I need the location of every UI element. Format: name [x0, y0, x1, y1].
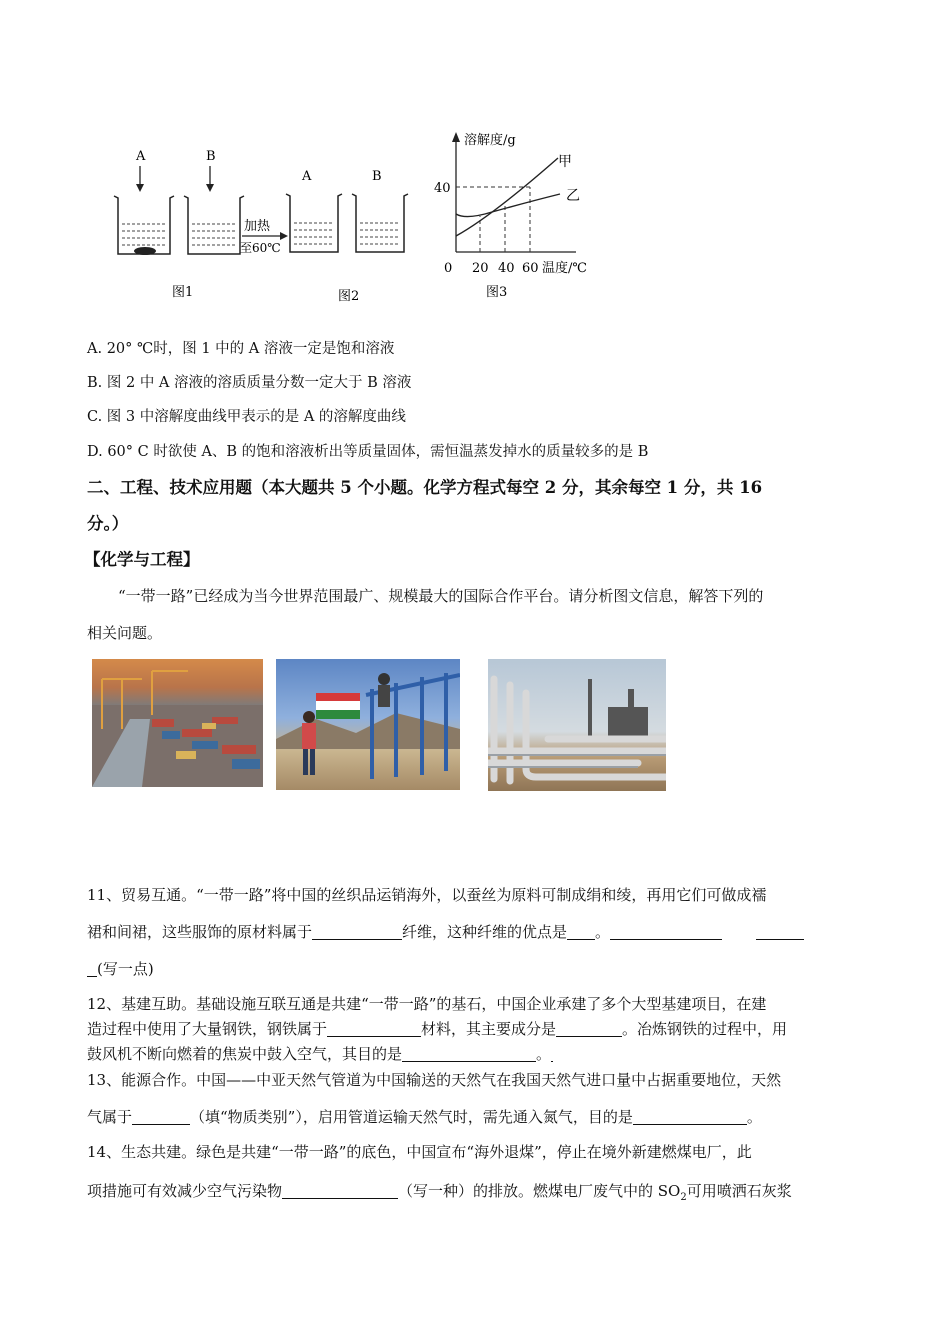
- q11-note: (写一点): [97, 960, 154, 978]
- q12-text-c: 。冶炼钢铁的过程中，用: [622, 1020, 788, 1038]
- option-d: D. 60° C 时欲使 A、B 的饱和溶液析出等质量固体，需恒温蒸发掉水的质量较多的是 B: [87, 444, 649, 460]
- q14-line-2: [87, 1180, 792, 1203]
- curve-yi: [456, 194, 560, 217]
- q11-blank-fiber-type[interactable]: [312, 924, 402, 940]
- q14-blank-pollutant[interactable]: [282, 1183, 398, 1199]
- x-tick-40: 40: [498, 261, 515, 276]
- heat-to-label: 至60℃: [240, 241, 281, 255]
- q11-line-3: [87, 958, 154, 979]
- q11-text-b: 纤维，这种纤维的优点是: [402, 923, 568, 941]
- q11-blank-advantage[interactable]: [567, 924, 595, 940]
- section-heading: 二、工程、技术应用题（本大题共 5 个小题。化学方程式每空 2 分，其余每空 1 分，共 16: [87, 478, 763, 497]
- curve-jia-label: 甲: [558, 154, 572, 170]
- option-c: C. 图 3 中溶解度曲线甲表示的是 A 的溶解度曲线: [87, 409, 406, 425]
- heat-arrow: [240, 218, 288, 255]
- figure-3: [434, 132, 587, 300]
- q14-subscript: 2: [680, 1192, 687, 1203]
- q12-line-2: [87, 1018, 787, 1039]
- intro-text: “一带一路”已经成为当今世界范围最广、规模最大的国际合作平台。请分析图文信息，解答下列的: [118, 587, 764, 605]
- q12-blank-purpose[interactable]: [402, 1046, 536, 1062]
- q12-text-a: 造过程中使用了大量钢铁，钢铁属于: [87, 1020, 328, 1038]
- q11-blank-advantage-cont[interactable]: [610, 924, 722, 940]
- fig2-caption: 图2: [338, 289, 360, 304]
- heat-label: 加热: [244, 219, 271, 234]
- fig1-label-b: B: [206, 149, 216, 164]
- undissolved-solid: [134, 247, 156, 255]
- q12-text-b: 材料，其主要成分是: [421, 1020, 557, 1038]
- q13-blank-category[interactable]: [132, 1109, 190, 1125]
- port-container-photo: [92, 659, 263, 787]
- q13-blank-purpose[interactable]: [633, 1109, 747, 1125]
- q13-text-b: （填“物质类别”），启用管道运输天然气时，需先通入氮气，目的是: [190, 1108, 633, 1126]
- q12-line-1: 12、基建互助。基础设施互联互通是共建“一带一路”的基石，中国企业承建了多个大型基建项目，在建: [87, 995, 767, 1013]
- q14-text-c: 可用喷洒石灰浆: [686, 1182, 792, 1200]
- figure-1: [114, 149, 244, 300]
- q11-blank-tail[interactable]: [87, 961, 97, 977]
- q13-text-a: 气属于: [87, 1108, 133, 1126]
- q13-line-2: [87, 1106, 762, 1127]
- q12-blank-material[interactable]: [327, 1021, 421, 1037]
- q12-text-e: 。: [536, 1045, 552, 1063]
- y-tick-40: 40: [434, 181, 451, 196]
- curve-yi-label: 乙: [566, 188, 580, 204]
- q11-text-a: 裙和间裙，这些服饰的原材料属于: [87, 923, 313, 941]
- pipeline-photo: [488, 659, 666, 791]
- q13-line-1: 13、能源合作。中国——中亚天然气管道为中国输送的天然气在我国天然气进口量中占据重要地位，天然: [87, 1071, 782, 1089]
- x-axis-label: 温度/℃: [542, 261, 587, 276]
- q11-line-1: 11、贸易互通。“一带一路”将中国的丝织品运销海外，以蚕丝为原料可制成绢和绫，再用它们可做成襦: [87, 886, 767, 904]
- subheading: 【化学与工程】: [84, 550, 200, 569]
- q14-text-a: 项措施可有效减少空气污染物: [87, 1182, 283, 1200]
- q14-text-b: （写一种）的排放。燃煤电厂废气中的 SO: [398, 1182, 681, 1200]
- q11-line-2: [87, 921, 804, 942]
- y-axis-label: 溶解度/g: [464, 133, 516, 148]
- figure-2: [286, 169, 408, 304]
- section-heading-cont: 分。）: [87, 514, 129, 533]
- intro-text-cont: 相关问题。: [87, 624, 163, 642]
- option-b: B. 图 2 中 A 溶液的溶质质量分数一定大于 B 溶液: [87, 375, 412, 391]
- fig2-label-b: B: [372, 169, 382, 184]
- q12-text-d: 鼓风机不断向燃着的焦炭中鼓入空气，其目的是: [87, 1045, 403, 1063]
- q12-blank-end[interactable]: [551, 1046, 553, 1062]
- fig3-caption: 图3: [486, 285, 508, 300]
- x-tick-60: 60: [522, 261, 539, 276]
- fig1-label-a: A: [136, 149, 146, 164]
- q14-line-1: 14、生态共建。绿色是共建“一带一路”的底色，中国宣布“海外退煤”，停止在境外新建燃煤电厂，此: [87, 1143, 752, 1161]
- q13-text-c: 。: [746, 1108, 762, 1126]
- construction-photo: [276, 659, 460, 790]
- x-tick-20: 20: [472, 261, 489, 276]
- option-a: A. 20° ℃时，图 1 中的 A 溶液一定是饱和溶液: [87, 341, 395, 357]
- curve-jia: [456, 158, 558, 236]
- fig1-caption: 图1: [172, 285, 194, 300]
- q12-line-3: [87, 1043, 553, 1064]
- solubility-figures: [100, 120, 610, 310]
- x-tick-0: 0: [444, 261, 453, 276]
- q11-text-c: 。: [595, 923, 611, 941]
- fig2-label-a: A: [302, 169, 312, 184]
- q12-blank-component[interactable]: [556, 1021, 622, 1037]
- q11-blank-extra[interactable]: [756, 924, 804, 940]
